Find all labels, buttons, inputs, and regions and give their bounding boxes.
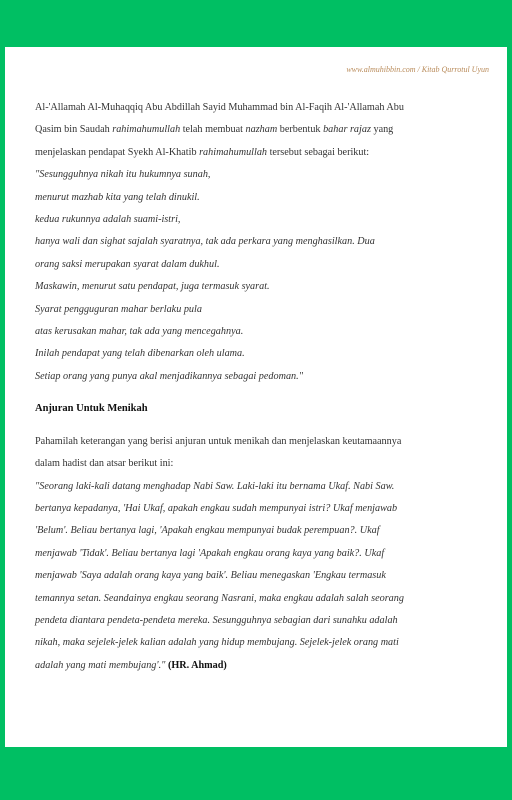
poem-line: orang saksi merupakan syarat dalam dukhul. (35, 258, 220, 270)
intro-text: Qasim bin Saudah (35, 124, 113, 136)
intro-text: telah membuat (180, 124, 246, 136)
hadith-line: menjawab 'Tidak'. Beliau bertanya lagi 'Apakah engkau orang kaya yang baik?. Ukaf (35, 547, 385, 559)
poem-line: hanya wali dan sighat sajalah syaratnya, tak ada perkara yang menghasilkan. Dua (35, 236, 375, 248)
intro-text: yang (370, 124, 394, 136)
page-header: www.almuhibbin.com / Kitab Qurrotul Uyun (346, 65, 489, 74)
hadith-line: bertanya kepadanya, 'Hai Ukaf, apakah engkau sudah mempunyai istri? Ukaf menjawab (35, 502, 398, 514)
intro-term: bahar rajaz (323, 124, 371, 136)
hadith-line: 'Belum'. Beliau bertanya lagi, 'Apakah engkau mempunyai budak perempuan?. Ukaf (35, 525, 380, 537)
poem-line: Syarat pengguguran mahar berlaku pula (35, 303, 202, 315)
poem-line: Maskawin, menurut satu pendapat, juga termasuk syarat. (35, 281, 270, 293)
hadith-line: temannya setan. Seandainya engkau seorang Nasrani, maka engkau adalah salah seorang (35, 592, 404, 604)
poem-line: atas kerusakan mahar, tak ada yang mencegahnya. (35, 326, 244, 338)
intro-term: rahimahumullah (199, 146, 268, 158)
poem-line: kedua rukunnya adalah suami-istri, (35, 214, 181, 226)
hadith-line: menjawab 'Saya adalah orang kaya yang baik'. Beliau menegaskan 'Engkau termasuk (35, 570, 386, 582)
paragraph-line: dalam hadist dan atsar berikut ini: (35, 458, 174, 470)
intro-text: menjelaskan pendapat Syekh Al-Khatib (35, 146, 200, 158)
section-paragraph (35, 431, 475, 476)
hadith-block (35, 476, 475, 678)
document-body (35, 97, 475, 677)
hadith-line: adalah yang mati membujang'." (35, 659, 166, 671)
hadith-source: (HR. Ahmad) (167, 659, 227, 671)
section-heading: Anjuran Untuk Menikah (35, 403, 148, 415)
poem-block (35, 164, 475, 388)
intro-paragraph (35, 97, 475, 164)
hadith-line: "Seorang laki-kali datang menghadap Nabi Saw. Laki-laki itu bernama Ukaf. Nabi Saw. (35, 480, 395, 492)
hadith-line: pendeta diantara pendeta-pendeta mereka. Sesungguhnya sebagian dari sunahku adalah (35, 614, 398, 626)
hadith-line: nikah, maka sejelek-jelek kalian adalah yang hidup membujang. Sejelek-jelek orang mati (35, 637, 399, 649)
intro-term: rahimahumullah (112, 124, 181, 136)
poem-line: "Sesungguhnya nikah itu hukumnya sunah, (35, 169, 211, 181)
intro-term: nazham (245, 124, 278, 136)
poem-line: menurut mazhab kita yang telah dinukil. (35, 191, 200, 203)
intro-text: berbentuk (277, 124, 324, 136)
document-page (5, 47, 507, 747)
intro-line-1: Al-'Allamah Al-Muhaqqiq Abu Abdillah Sayid Muhammad bin Al-Faqih Al-'Allamah Abu (35, 102, 404, 113)
paragraph-line: Pahamilah keterangan yang berisi anjuran untuk menikah dan menjelaskan keutamaannya (35, 435, 402, 447)
poem-line: Setiap orang yang punya akal menjadikannya sebagai pedoman." (35, 370, 303, 382)
poem-line: Inilah pendapat yang telah dibenarkan oleh ulama. (35, 348, 245, 360)
intro-text: tersebut sebagai berikut: (267, 146, 370, 158)
